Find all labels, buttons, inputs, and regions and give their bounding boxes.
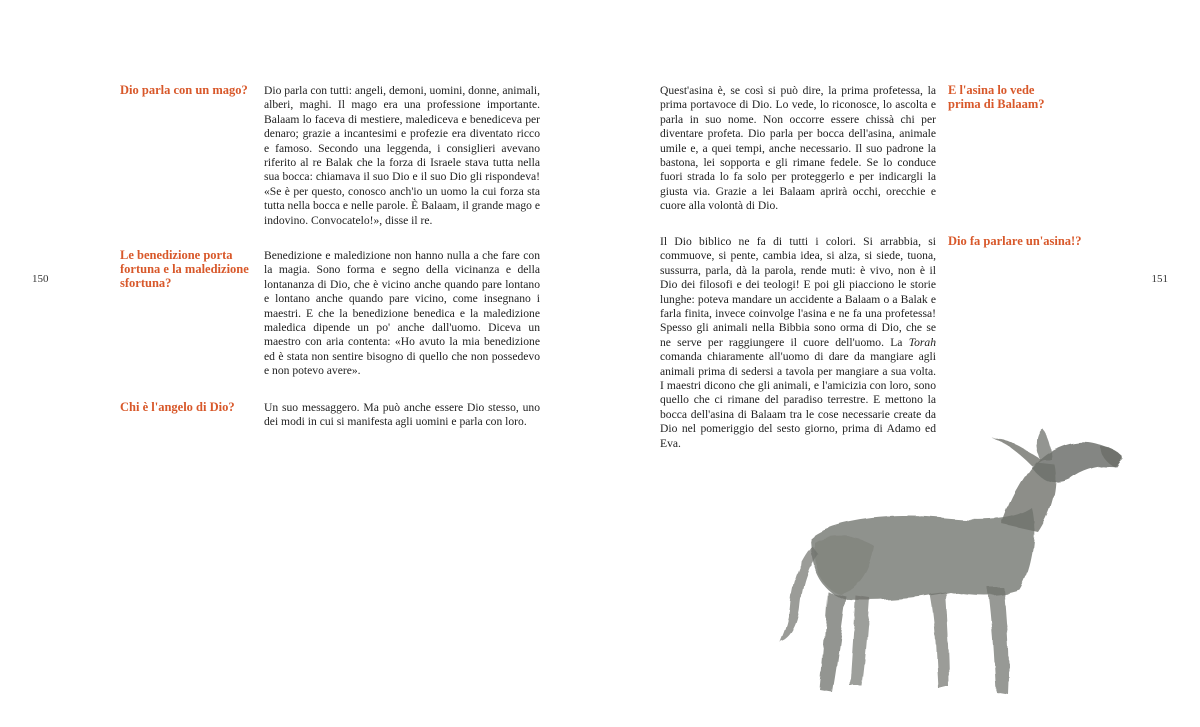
page-number-right: 151 bbox=[1151, 273, 1168, 285]
torah-word: Torah bbox=[908, 335, 936, 349]
page-number-left: 150 bbox=[32, 273, 49, 285]
question-benedizione: Le benedizione porta fortuna e la maledizione sfortuna? bbox=[120, 248, 249, 290]
answer-asina-vede: Quest'asina è, se così si può dire, la prima profetessa, la prima portavoce di Dio. Lo vede, lo riconosce, lo ascolta e parla in suo nome. Non occorre essere chissà chi per diventare profeta. Dio parla per bocca dell'asina, animale umile e, a quei tempi, anche necessario. Il suo padrone la bastona, lei sopporta e gli rimane fedele. Se lo conduce fuori strada lo fa solo per proteggerlo e per indicargli la giusta via. Grazie a lei Balaam aprirà occhi, orecchie e cuore alla volontà di Dio. bbox=[660, 84, 936, 213]
answer-dio-parla-mago: Dio parla con tutti: angeli, demoni, uomini, donne, animali, alberi, maghi. Il mago era una professione importante. Balaam lo faceva di mestiere, malediceva e benediceva per denaro; grazie a incantesimi e profezie era diventato ricco e famoso. Secondo una leggenda, i consiglieri avevano riferito al re Balak che la forza di Israele stava tutta nella sua bocca: chiamava il suo Dio e il suo Dio gli rispondeva! «Se è per questo, conosco anch'io un uomo la cui forza sta tutta nella bocca e nelle parole. È Balaam, il grande mago e indovino. Convocatelo!», disse il re. bbox=[264, 84, 540, 227]
question-asina-vede: E l'asina lo vede prima di Balaam? bbox=[948, 83, 1045, 111]
answer-text-part-2: comanda chiaramente all'uomo di dare da mangiare agli animali prima di sedersi a tavola per mangiare a sua volta. I maestri dicono che gli animali, e l'amicizia con loro, sono quello che ci rimane del paradiso terrestre. E mettono la bocca dell'asina di Balaam tra le cose necessarie create da Dio nel pomeriggio del sesto giorno, prima di Adamo ed Eva. bbox=[660, 350, 936, 450]
question-dio-fa-parlare: Dio fa parlare un'asina!? bbox=[948, 234, 1082, 248]
answer-text-part-1: Il Dio biblico ne fa di tutti i colori. Si arrabbia, si commuove, si pente, cambia idea, si alza, si siede, tuona, sussurra, parla, dà la parola, rende muti: è vivo, non è il Dio dei filosofi e dei teologi! E poi gli piacciono le storie lunghe: poteva mandare un accidente a Balaam o a Balak e farla finita, invece coinvolge l'asina e ne fa una profetessa! Spesso gli animali nella Bibbia sono orma di Dio, che se ne serve per raggiungere il cuore dell'uomo. La bbox=[660, 235, 936, 349]
question-angelo-di-dio: Chi è l'angelo di Dio? bbox=[120, 400, 235, 414]
question-dio-parla-mago: Dio parla con un mago? bbox=[120, 83, 248, 97]
donkey-illustration bbox=[770, 420, 1140, 700]
answer-dio-fa-parlare bbox=[660, 235, 936, 451]
answer-angelo-di-dio: Un suo messaggero. Ma può anche essere Dio stesso, uno dei modi in cui si manifesta agli uomini e parla con loro. bbox=[264, 401, 540, 429]
answer-benedizione: Benedizione e maledizione non hanno nulla a che fare con la magia. Sono forma e segno della vicinanza e della lontananza di Dio, che è vicino anche quando pare lontano e lontano anche quando pare vicino, come insegnano i maestri. E che la benedizione benedica e la maledizione maledica dipende un po' anche dall'uomo. Diceva un maestro con aria contenta: «Ho avuto la mia benedizione ed è stata non sentire bisogno di quello che non possedevo e non potevo avere». bbox=[264, 249, 540, 378]
